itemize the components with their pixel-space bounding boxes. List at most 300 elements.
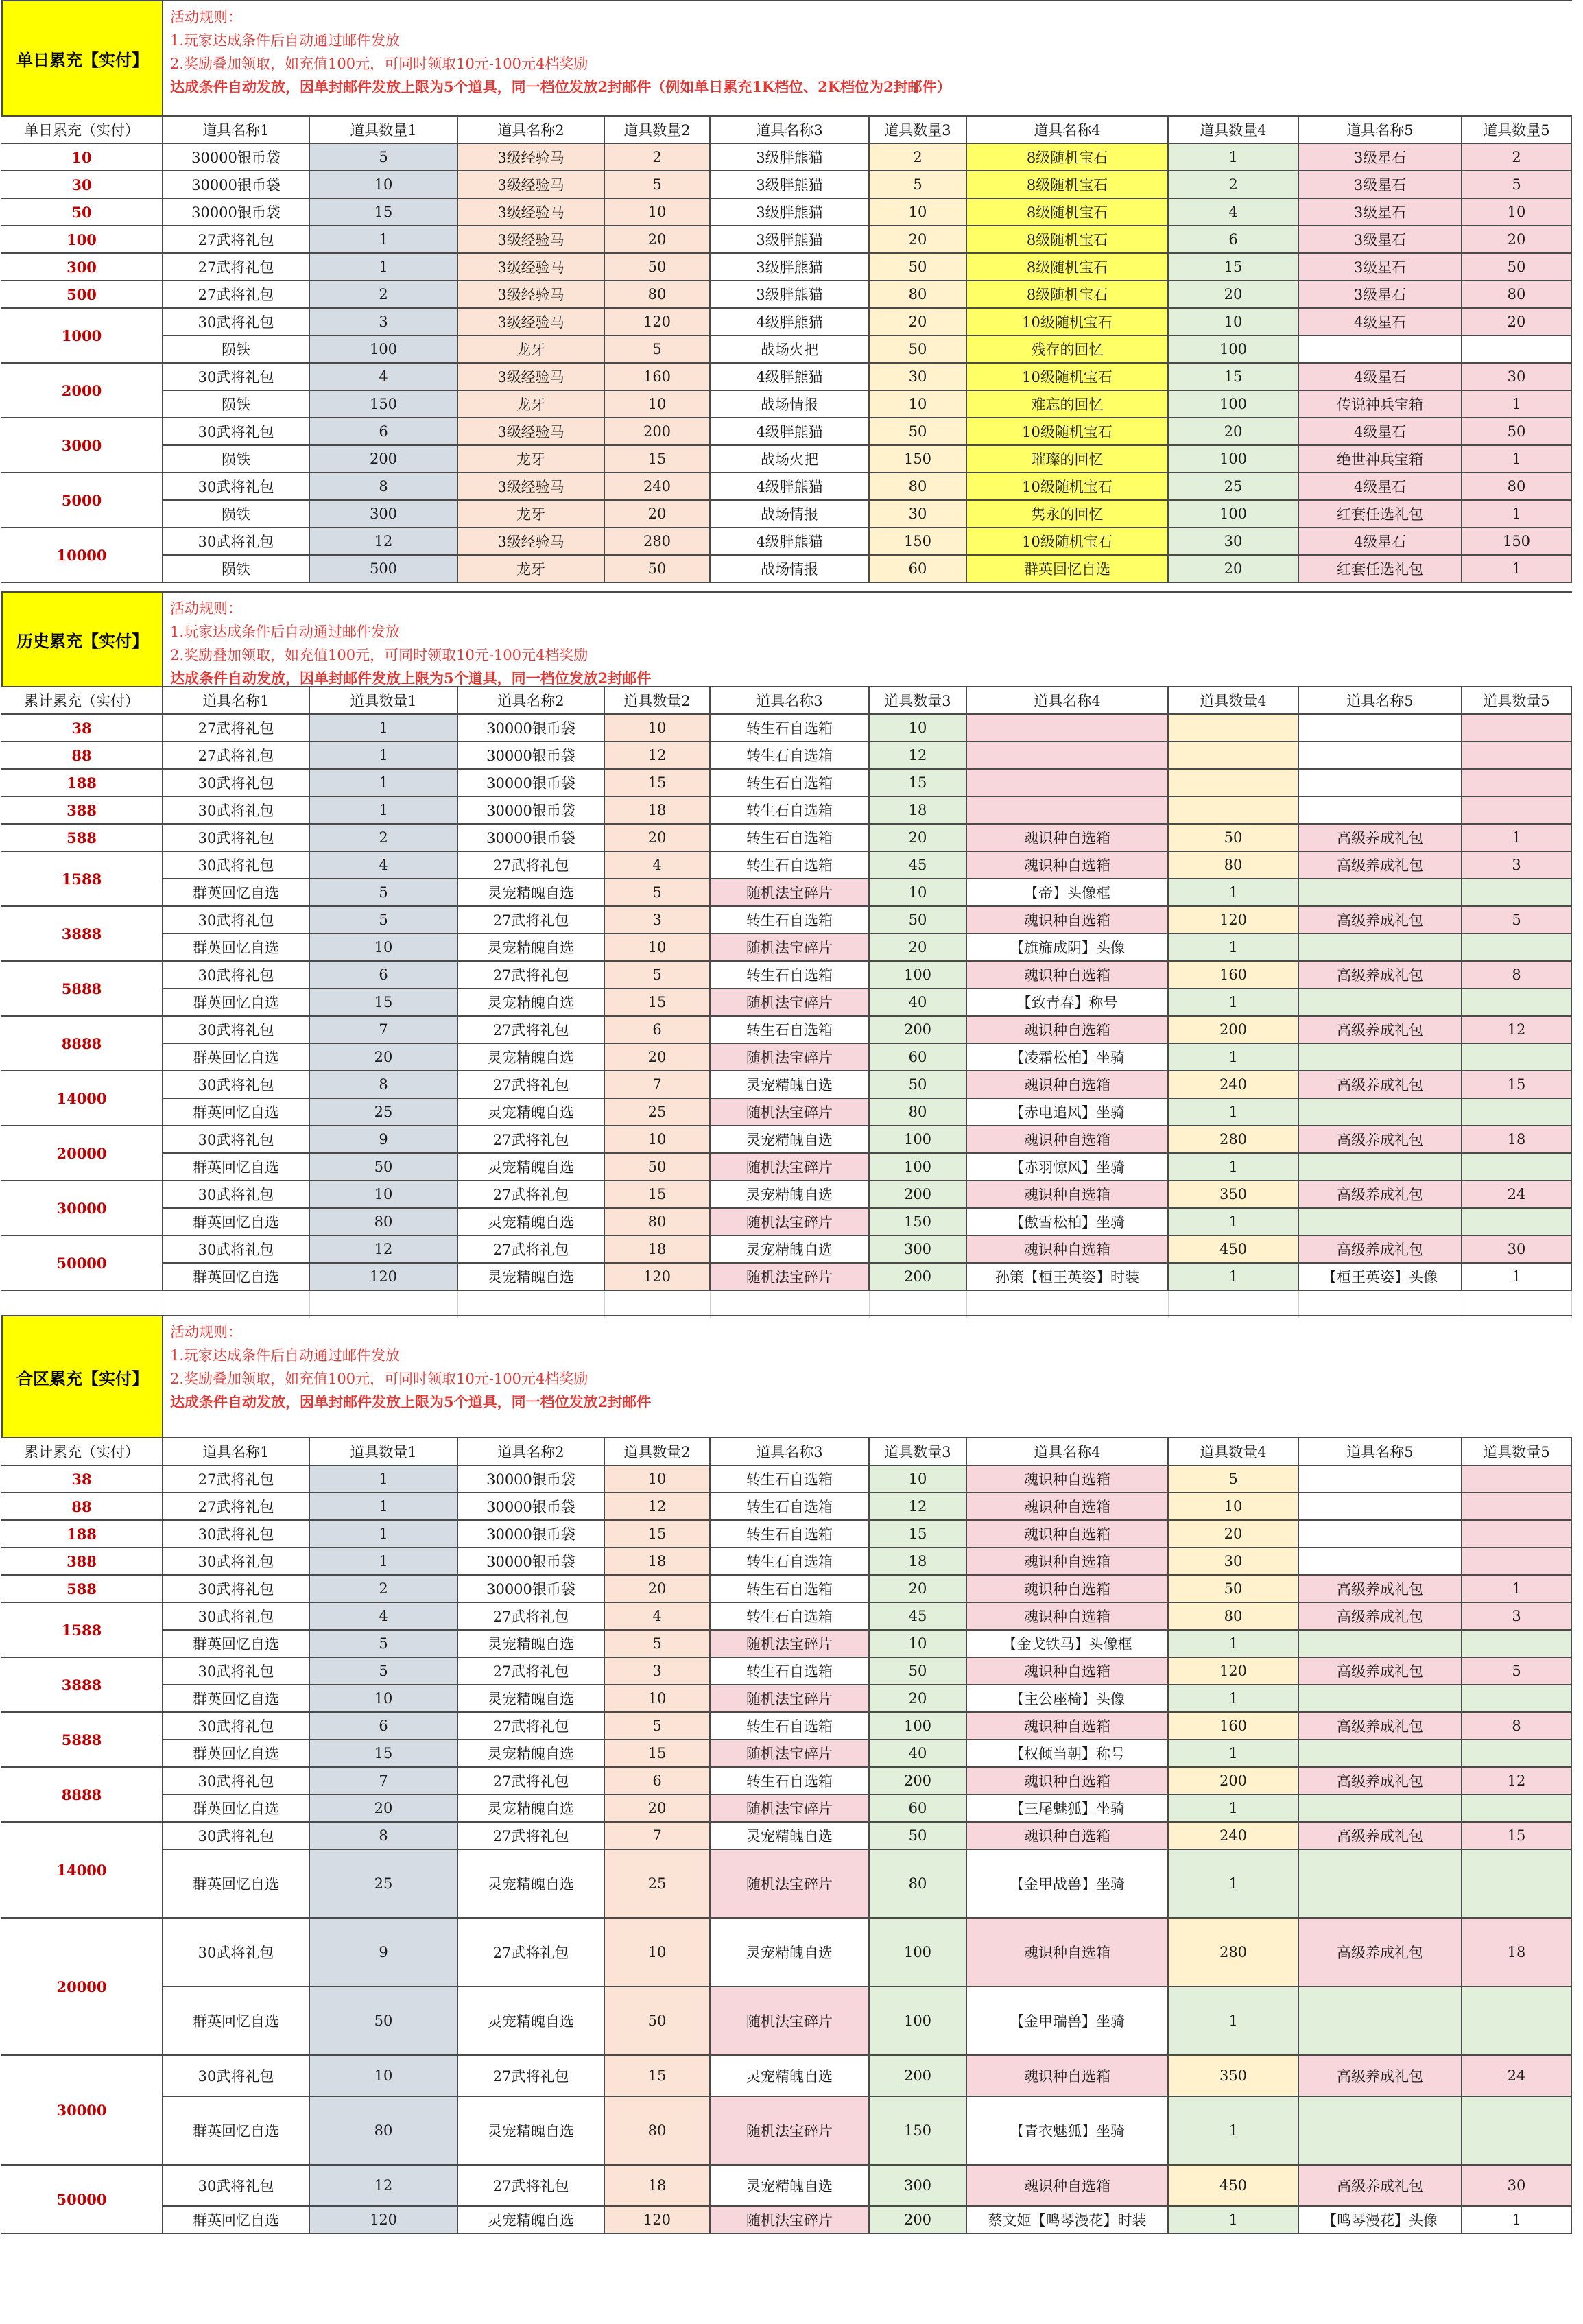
table-cell: 1: [1169, 1685, 1299, 1713]
table-cell: 10: [310, 1685, 458, 1713]
table-cell: 3级胖熊猫: [711, 144, 870, 171]
table-cell: [1462, 1548, 1572, 1576]
table-cell: 27武将礼包: [458, 852, 605, 879]
rule-line: 2.奖励叠加领取，如充值100元，可同时领取10元-100元4档奖励: [170, 647, 588, 663]
table-cell: 【帝】头像框: [967, 879, 1169, 907]
table-cell: 随机法宝碎片: [711, 2097, 870, 2166]
tier-level: 5888: [1, 1713, 163, 1768]
table-cell: 27武将礼包: [163, 254, 310, 281]
table-cell: 30武将礼包: [163, 852, 310, 879]
table-cell: 30000银币袋: [458, 742, 605, 770]
table-cell: 2: [310, 1576, 458, 1603]
tier-level: 20000: [1, 1126, 163, 1181]
table-cell: 魂识种自选箱: [967, 1181, 1169, 1209]
table-cell: 30000银币袋: [163, 171, 310, 199]
table-cell: 1: [1462, 2207, 1572, 2234]
table-cell: 30武将礼包: [163, 1768, 310, 1795]
table-cell: 12: [605, 742, 711, 770]
rule-line: 1.玩家达成条件后自动通过邮件发放: [170, 1347, 401, 1364]
table-cell: 18: [870, 1548, 967, 1576]
table-cell: 高级养成礼包: [1299, 1658, 1462, 1685]
table-cell: 300: [310, 501, 458, 528]
table-cell: 10级随机宝石: [967, 473, 1169, 501]
table-cell: 30武将礼包: [163, 1713, 310, 1740]
empty-cell: [870, 1291, 967, 1318]
table-cell: 群英回忆自选: [163, 879, 310, 907]
table-cell: 转生石自选箱: [711, 852, 870, 879]
rule-line: 活动规则：: [170, 9, 242, 25]
table-cell: 30: [870, 501, 967, 528]
table-cell: 27武将礼包: [458, 1126, 605, 1154]
table-cell: 50: [1169, 1576, 1299, 1603]
table-cell: 20: [1462, 309, 1572, 336]
table-cell: 160: [605, 364, 711, 391]
table-cell: 1: [1462, 1264, 1572, 1291]
table-cell: 传说神兵宝箱: [1299, 391, 1462, 418]
table-cell: 高级养成礼包: [1299, 2166, 1462, 2207]
table-cell: 6: [605, 1017, 711, 1044]
table-cell: 战场火把: [711, 336, 870, 364]
tier-level: 88: [1, 742, 163, 770]
table-cell: 转生石自选箱: [711, 962, 870, 989]
table-cell: 15: [310, 1740, 458, 1768]
rule-line: 2.奖励叠加领取，如充值100元，可同时领取10元-100元4档奖励: [170, 56, 588, 72]
table-cell: [1169, 797, 1299, 825]
table-cell: 30: [1169, 1548, 1299, 1576]
table-cell: 3: [1462, 852, 1572, 879]
tier-level: 14000: [1, 1071, 163, 1126]
table-cell: 30武将礼包: [163, 364, 310, 391]
table-cell: 6: [310, 418, 458, 446]
table-cell: 200: [870, 2207, 967, 2234]
table-cell: 10: [870, 199, 967, 226]
table-cell: 2: [870, 144, 967, 171]
table-cell: 高级养成礼包: [1299, 1126, 1462, 1154]
table-cell: 【权倾当朝】称号: [967, 1740, 1169, 1768]
tier-level: 1588: [1, 852, 163, 907]
table-cell: 10: [1169, 1493, 1299, 1521]
table-cell: 120: [310, 1264, 458, 1291]
table-cell: 80: [1169, 1603, 1299, 1631]
tier-level: 8888: [1, 1768, 163, 1823]
table-cell: 80: [1462, 473, 1572, 501]
table-cell: 30000银币袋: [458, 1521, 605, 1548]
tier-level: 588: [1, 1576, 163, 1603]
table-cell: 80: [310, 1209, 458, 1236]
table-cell: 15: [310, 199, 458, 226]
empty-cell: [605, 1291, 711, 1318]
table-cell: 灵宠精魄自选: [711, 1181, 870, 1209]
table-cell: 8级随机宝石: [967, 281, 1169, 309]
table-cell: 魂识种自选箱: [967, 1548, 1169, 1576]
table-cell: [1299, 336, 1462, 364]
table-cell: [1462, 1493, 1572, 1521]
table-cell: 15: [605, 446, 711, 473]
table-cell: 3级经验马: [458, 281, 605, 309]
spreadsheet: [1, 0, 1582, 2324]
table-cell: [1462, 934, 1572, 962]
table-cell: 高级养成礼包: [1299, 2056, 1462, 2097]
table-cell: 群英回忆自选: [163, 1264, 310, 1291]
table-cell: 80: [1169, 852, 1299, 879]
table-cell: 2: [310, 825, 458, 852]
table-cell: 随机法宝碎片: [711, 1740, 870, 1768]
table-cell: 1: [1462, 825, 1572, 852]
table-cell: 4级星石: [1299, 309, 1462, 336]
table-cell: 20: [605, 226, 711, 254]
table-cell: 18: [1462, 1126, 1572, 1154]
table-cell: [967, 742, 1169, 770]
table-cell: 300: [870, 1236, 967, 1264]
rule-line: 活动规则：: [170, 600, 242, 617]
table-cell: 8: [1462, 962, 1572, 989]
tier-level: 14000: [1, 1823, 163, 1919]
column-header: 道具名称3: [711, 687, 870, 715]
table-cell: [1299, 715, 1462, 742]
table-cell: 24: [1462, 2056, 1572, 2097]
column-header: 道具名称2: [458, 687, 605, 715]
table-cell: 1: [1169, 1987, 1299, 2056]
table-cell: 2: [1462, 144, 1572, 171]
table-cell: 30武将礼包: [163, 1181, 310, 1209]
table-cell: 魂识种自选箱: [967, 825, 1169, 852]
table-cell: 高级养成礼包: [1299, 1181, 1462, 1209]
table-cell: 50: [1462, 418, 1572, 446]
table-cell: 1: [310, 226, 458, 254]
column-header: 道具名称4: [967, 687, 1169, 715]
table-cell: 转生石自选箱: [711, 1017, 870, 1044]
table-cell: 280: [605, 528, 711, 556]
rule-line: 1.玩家达成条件后自动通过邮件发放: [170, 624, 401, 640]
table-cell: 5: [1462, 1658, 1572, 1685]
table-cell: 10: [870, 715, 967, 742]
table-cell: 群英回忆自选: [163, 1099, 310, 1126]
table-cell: 1: [1169, 1264, 1299, 1291]
table-cell: 10: [605, 199, 711, 226]
table-cell: 灵宠精魄自选: [458, 989, 605, 1017]
table-cell: 转生石自选箱: [711, 1603, 870, 1631]
table-cell: 魂识种自选箱: [967, 1236, 1169, 1264]
table-cell: 20: [870, 934, 967, 962]
table-cell: 转生石自选箱: [711, 1493, 870, 1521]
table-cell: 200: [605, 418, 711, 446]
table-cell: 5: [605, 1713, 711, 1740]
table-cell: 1: [310, 1521, 458, 1548]
table-cell: 24: [1462, 1181, 1572, 1209]
table-cell: 龙牙: [458, 556, 605, 583]
table-cell: 60: [870, 1795, 967, 1823]
table-cell: 27武将礼包: [458, 1071, 605, 1099]
table-cell: 450: [1169, 1236, 1299, 1264]
table-cell: [1169, 742, 1299, 770]
table-cell: [1299, 1521, 1462, 1548]
activity-rules: [163, 0, 1572, 117]
table-cell: 10: [310, 934, 458, 962]
table-cell: 12: [1462, 1768, 1572, 1795]
table-cell: 4级星石: [1299, 528, 1462, 556]
table-cell: 灵宠精魄自选: [458, 1264, 605, 1291]
table-cell: 50: [870, 336, 967, 364]
table-cell: 15: [310, 989, 458, 1017]
table-cell: 30武将礼包: [163, 418, 310, 446]
table-cell: 40: [870, 1740, 967, 1768]
rule-line: 活动规则：: [170, 1324, 242, 1340]
table-cell: 随机法宝碎片: [711, 1987, 870, 2056]
empty-cell: [967, 1291, 1169, 1318]
table-cell: 20: [870, 309, 967, 336]
table-cell: [1299, 1493, 1462, 1521]
empty-cell: [711, 1291, 870, 1318]
table-cell: 4: [605, 852, 711, 879]
table-cell: 随机法宝碎片: [711, 2207, 870, 2234]
table-cell: 4级胖熊猫: [711, 473, 870, 501]
table-cell: 5: [605, 962, 711, 989]
table-cell: 群英回忆自选: [163, 1740, 310, 1768]
table-cell: 4: [310, 1603, 458, 1631]
tier-level: 30000: [1, 2056, 163, 2166]
column-header: 道具名称1: [163, 1438, 310, 1466]
empty-cell: [458, 1291, 605, 1318]
table-cell: 280: [1169, 1126, 1299, 1154]
table-cell: 60: [870, 556, 967, 583]
column-header: 道具数量1: [310, 117, 458, 144]
table-cell: 7: [310, 1017, 458, 1044]
column-header: 道具名称5: [1299, 687, 1462, 715]
table-cell: 3级星石: [1299, 254, 1462, 281]
table-cell: 1: [310, 1466, 458, 1493]
table-cell: 80: [605, 281, 711, 309]
tier-level: 50000: [1, 2166, 163, 2234]
table-cell: 群英回忆自选: [163, 2207, 310, 2234]
table-cell: 300: [870, 2166, 967, 2207]
table-cell: 12: [310, 528, 458, 556]
table-cell: 绝世神兵宝箱: [1299, 446, 1462, 473]
table-cell: 7: [605, 1823, 711, 1850]
table-cell: 3级经验马: [458, 364, 605, 391]
table-cell: 80: [870, 473, 967, 501]
table-cell: [967, 715, 1169, 742]
table-cell: 120: [310, 2207, 458, 2234]
table-cell: 3级经验马: [458, 473, 605, 501]
table-cell: 20: [310, 1044, 458, 1071]
table-cell: 80: [870, 1850, 967, 1919]
table-cell: 150: [1462, 528, 1572, 556]
table-cell: 5: [870, 171, 967, 199]
table-cell: 1: [1169, 1099, 1299, 1126]
column-header: 单日累充（实付）: [1, 117, 163, 144]
table-cell: 随机法宝碎片: [711, 934, 870, 962]
table-cell: 30武将礼包: [163, 309, 310, 336]
table-cell: 4级胖熊猫: [711, 309, 870, 336]
table-cell: 40: [870, 989, 967, 1017]
empty-cell: [1, 1291, 163, 1318]
table-cell: 1: [1169, 2207, 1299, 2234]
table-cell: 2: [1169, 171, 1299, 199]
table-cell: 10: [310, 171, 458, 199]
table-cell: 8: [310, 1071, 458, 1099]
table-cell: 18: [605, 797, 711, 825]
rule-line: 达成条件自动发放，因单封邮件发放上限为5个道具，同一档位发放2封邮件（例如单日累充1K档位、2K档位为2封邮件）: [170, 78, 951, 95]
empty-cell: [1299, 1291, 1462, 1318]
table-cell: 魂识种自选箱: [967, 1919, 1169, 1987]
table-cell: 30: [1462, 364, 1572, 391]
table-cell: [1462, 1154, 1572, 1181]
column-header: 道具名称3: [711, 1438, 870, 1466]
table-cell: 30武将礼包: [163, 528, 310, 556]
table-cell: 30000银币袋: [458, 825, 605, 852]
table-cell: 50: [605, 1154, 711, 1181]
table-cell: 27武将礼包: [458, 962, 605, 989]
tier-level: 2000: [1, 364, 163, 418]
table-cell: 群英回忆自选: [163, 2097, 310, 2166]
table-cell: 50: [870, 1071, 967, 1099]
table-cell: 群英回忆自选: [163, 1850, 310, 1919]
table-cell: 灵宠精魄自选: [458, 1987, 605, 2056]
table-cell: 30武将礼包: [163, 825, 310, 852]
table-cell: 25: [605, 1099, 711, 1126]
table-cell: [1462, 1987, 1572, 2056]
table-cell: 27武将礼包: [163, 281, 310, 309]
column-header: 道具数量3: [870, 117, 967, 144]
table-cell: 8级随机宝石: [967, 199, 1169, 226]
table-cell: [1299, 742, 1462, 770]
table-cell: 50: [605, 556, 711, 583]
table-cell: 10: [605, 1466, 711, 1493]
table-cell: 18: [870, 797, 967, 825]
table-cell: 18: [605, 1236, 711, 1264]
table-cell: 3级经验马: [458, 309, 605, 336]
table-cell: 3级星石: [1299, 281, 1462, 309]
table-cell: 20: [870, 825, 967, 852]
table-cell: [1462, 797, 1572, 825]
table-cell: 3级星石: [1299, 199, 1462, 226]
table-cell: 5: [605, 1631, 711, 1658]
table-cell: [1462, 1850, 1572, 1919]
table-cell: 灵宠精魄自选: [458, 1740, 605, 1768]
table-cell: 20: [605, 1795, 711, 1823]
table-cell: 6: [605, 1768, 711, 1795]
table-cell: 转生石自选箱: [711, 1521, 870, 1548]
table-cell: 25: [605, 1850, 711, 1919]
table-cell: 15: [605, 1740, 711, 1768]
column-header: 累计累充（实付）: [1, 1438, 163, 1466]
table-cell: 随机法宝碎片: [711, 1044, 870, 1071]
table-cell: [1462, 1740, 1572, 1768]
table-cell: 45: [870, 852, 967, 879]
table-cell: 30000银币袋: [458, 1548, 605, 1576]
table-cell: 80: [310, 2097, 458, 2166]
table-cell: 8级随机宝石: [967, 226, 1169, 254]
table-cell: 450: [1169, 2166, 1299, 2207]
table-cell: 30武将礼包: [163, 1603, 310, 1631]
table-cell: 红套任选礼包: [1299, 501, 1462, 528]
table-cell: 4: [1169, 199, 1299, 226]
table-cell: 随机法宝碎片: [711, 1264, 870, 1291]
table-cell: 灵宠精魄自选: [458, 1685, 605, 1713]
table-cell: 3级经验马: [458, 528, 605, 556]
section-title: 单日累充【实付】: [1, 0, 163, 117]
table-cell: 转生石自选箱: [711, 1658, 870, 1685]
table-cell: 3: [605, 1658, 711, 1685]
table-cell: 3级经验马: [458, 226, 605, 254]
table-cell: 随机法宝碎片: [711, 1685, 870, 1713]
table-cell: 【赤电追风】坐骑: [967, 1099, 1169, 1126]
table-cell: 27武将礼包: [458, 1017, 605, 1044]
tier-level: 5000: [1, 473, 163, 528]
table-cell: 随机法宝碎片: [711, 989, 870, 1017]
table-cell: 12: [310, 2166, 458, 2207]
table-cell: 150: [870, 1209, 967, 1236]
table-cell: 8: [310, 1823, 458, 1850]
table-cell: 3级经验马: [458, 199, 605, 226]
table-cell: 50: [605, 254, 711, 281]
table-cell: 【金甲瑞兽】坐骑: [967, 1987, 1169, 2056]
table-cell: 灵宠精魄自选: [458, 879, 605, 907]
table-cell: 魂识种自选箱: [967, 1017, 1169, 1044]
table-cell: 高级养成礼包: [1299, 1071, 1462, 1099]
table-cell: 【主公座椅】头像: [967, 1685, 1169, 1713]
table-cell: 5: [1462, 171, 1572, 199]
column-header: 道具数量3: [870, 687, 967, 715]
tier-level: 188: [1, 770, 163, 797]
table-cell: 【鸣琴漫花】头像: [1299, 2207, 1462, 2234]
table-cell: 27武将礼包: [458, 2166, 605, 2207]
table-cell: 3级胖熊猫: [711, 171, 870, 199]
table-cell: 20: [605, 1576, 711, 1603]
table-cell: 【致青春】称号: [967, 989, 1169, 1017]
table-cell: 160: [1169, 962, 1299, 989]
table-cell: [967, 797, 1169, 825]
tier-level: 20000: [1, 1919, 163, 2056]
table-cell: 27武将礼包: [163, 1493, 310, 1521]
empty-cell: [310, 1291, 458, 1318]
table-cell: 30000银币袋: [458, 715, 605, 742]
table-cell: 3级胖熊猫: [711, 199, 870, 226]
table-cell: 10: [605, 1126, 711, 1154]
table-cell: 1: [310, 1548, 458, 1576]
table-cell: 魂识种自选箱: [967, 962, 1169, 989]
table-cell: 魂识种自选箱: [967, 907, 1169, 934]
column-header: 道具名称1: [163, 117, 310, 144]
table-cell: 转生石自选箱: [711, 715, 870, 742]
table-cell: 1: [1462, 556, 1572, 583]
table-cell: 1: [1462, 391, 1572, 418]
table-cell: 灵宠精魄自选: [458, 1209, 605, 1236]
table-cell: 灵宠精魄自选: [711, 1236, 870, 1264]
table-cell: 1: [1169, 1795, 1299, 1823]
table-cell: 群英回忆自选: [163, 1044, 310, 1071]
table-cell: 魂识种自选箱: [967, 1713, 1169, 1740]
table-cell: 15: [1169, 254, 1299, 281]
table-cell: 27武将礼包: [458, 1181, 605, 1209]
table-cell: 群英回忆自选: [163, 989, 310, 1017]
table-cell: 12: [310, 1236, 458, 1264]
table-cell: 50: [1462, 254, 1572, 281]
table-cell: [1299, 1850, 1462, 1919]
table-cell: [1462, 715, 1572, 742]
table-cell: 200: [870, 2056, 967, 2097]
tier-level: 8888: [1, 1017, 163, 1071]
table-cell: 200: [1169, 1017, 1299, 1044]
table-cell: 高级养成礼包: [1299, 1713, 1462, 1740]
table-cell: 高级养成礼包: [1299, 962, 1462, 989]
table-cell: 灵宠精魄自选: [458, 1795, 605, 1823]
table-cell: 5: [1169, 1466, 1299, 1493]
table-cell: 灵宠精魄自选: [711, 2056, 870, 2097]
table-cell: 4级星石: [1299, 473, 1462, 501]
table-cell: [1299, 797, 1462, 825]
table-cell: 4级胖熊猫: [711, 418, 870, 446]
